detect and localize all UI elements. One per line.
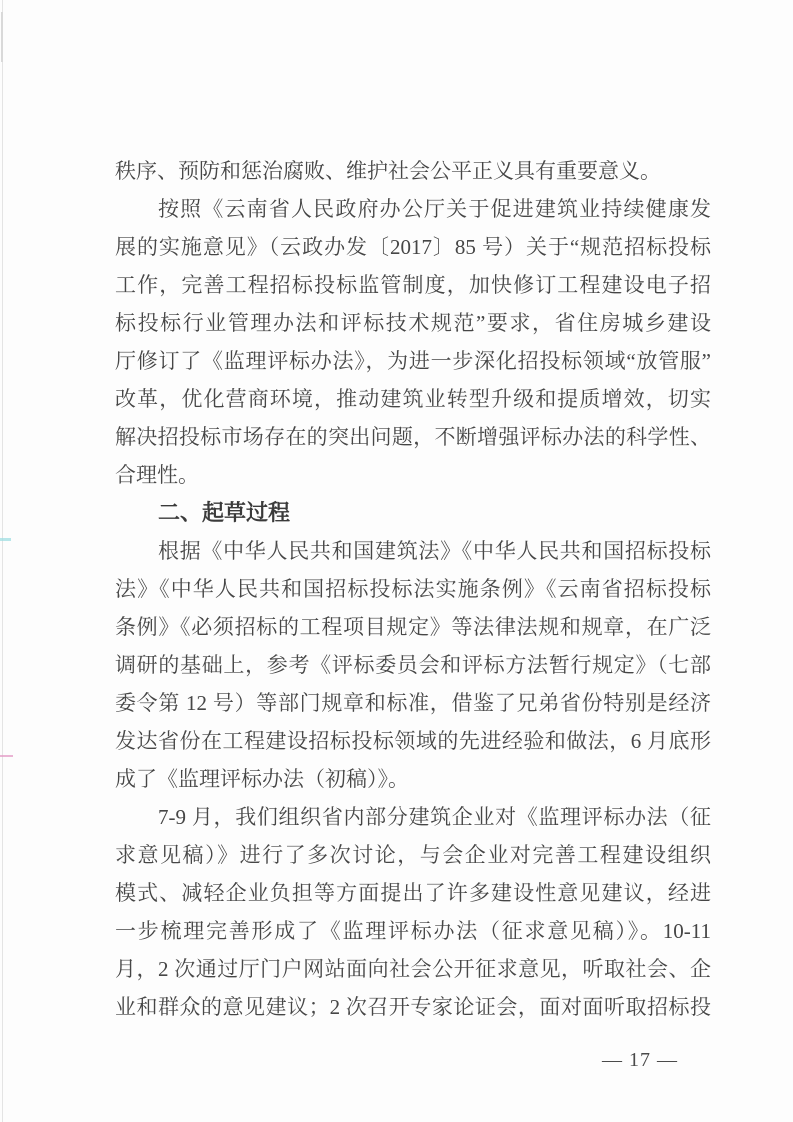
scan-artifact-edge-segment [1,12,3,62]
text-line: 按照《云南省人民政府办公厅关于促进建筑业持续健康发 [158,197,711,221]
text-line: 7-9 月，我们组织省内部分建筑企业对《监理评标办法（征 [158,805,711,829]
text-line: 根据《中华人民共和国建筑法》《中华人民共和国招标投标 [158,539,711,563]
scan-artifact-edge-line [2,0,3,1122]
text-line: 厅修订了《监理评标办法》，为进一步深化招投标领域“放管服” [115,349,711,373]
scan-artifact-tick-cyan [0,538,11,541]
text-line: 法》《中华人民共和国招标投标法实施条例》《云南省招标投标 [115,577,711,601]
text-line: 工作，完善工程招标投标监管制度，加快修订工程建设电子招 [115,273,711,297]
document-body [115,152,711,1026]
text-line: 发达省份在工程建设招标投标领域的先进经验和做法，6 月底形 [115,729,711,753]
text-line: 解决招投标市场存在的突出问题，不断增强评标办法的科学性、 [115,425,711,449]
text-line: 展的实施意见》（云政办发〔2017〕85 号）关于“规范招标投标 [115,235,711,259]
text-line: 成了《监理评标办法（初稿）》。 [115,767,409,791]
text-line: 一步梳理完善形成了《监理评标办法（征求意见稿）》。10-11 [115,919,711,943]
text-line: 秩序、预防和惩治腐败、维护社会公平正义具有重要意义。 [115,159,661,183]
text-line: 委令第 12 号）等部门规章和标准，借鉴了兄弟省份特别是经济 [115,691,711,715]
text-line: 改革，优化营商环境，推动建筑业转型升级和提质增效，切实 [115,387,711,411]
scan-artifact-tick-magenta [0,755,13,757]
text-line: 月，2 次通过厅门户网站面向社会公开征求意见，听取社会、企 [115,957,711,981]
text-line: 合理性。 [115,463,199,487]
section-heading: 二、起草过程 [158,500,291,525]
text-line: 业和群众的意见建议；2 次召开专家论证会，面对面听取招标投 [115,995,711,1019]
text-line: 调研的基础上，参考《评标委员会和评标方法暂行规定》（七部 [115,653,711,677]
text-line: 条例》《必须招标的工程项目规定》等法律法规和规章，在广泛 [115,615,711,639]
text-line: 标投标行业管理办法和评标技术规范”要求，省住房城乡建设 [115,311,711,335]
text-line: 模式、减轻企业负担等方面提出了许多建设性意见建议，经进 [115,881,711,905]
page-number: — 17 — [602,1049,678,1071]
text-line: 求意见稿）》进行了多次讨论，与会企业对完善工程建设组织 [115,843,711,867]
